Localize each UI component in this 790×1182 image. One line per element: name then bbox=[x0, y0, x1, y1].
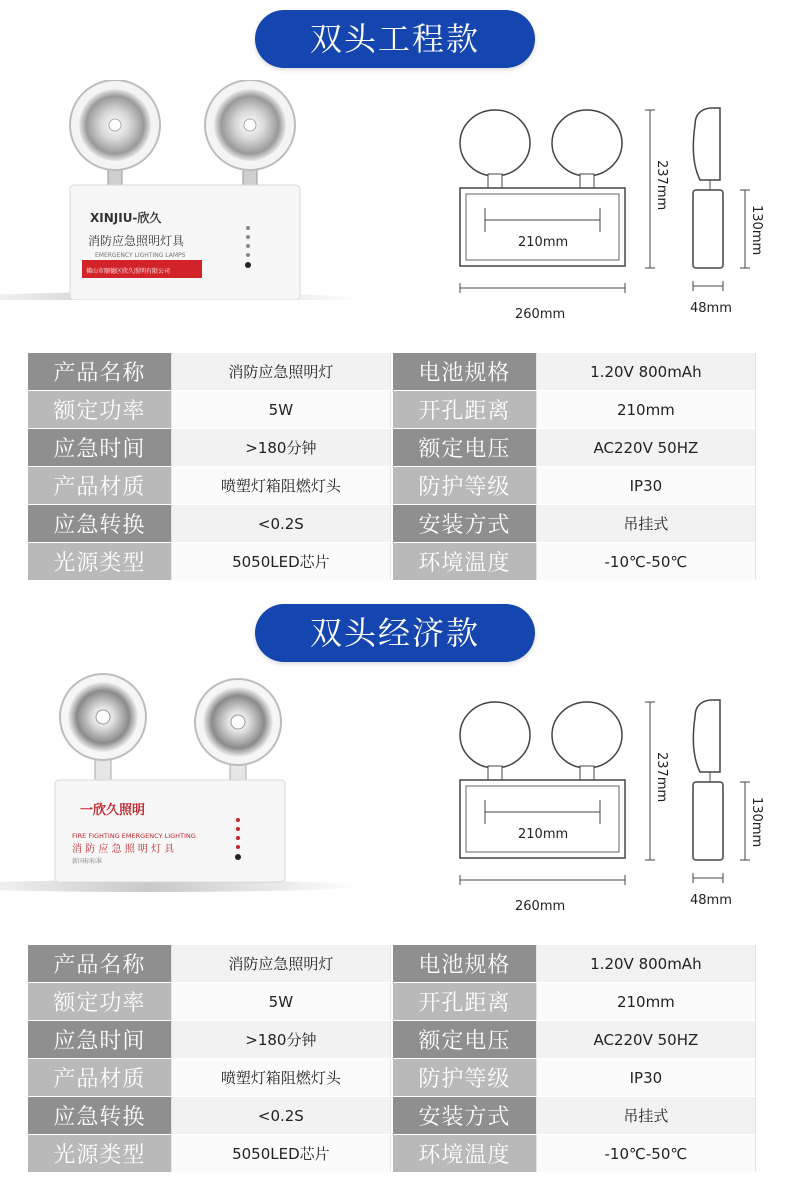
spec-table bbox=[28, 353, 756, 581]
table-row bbox=[28, 429, 756, 467]
spec-value: 5W bbox=[171, 983, 390, 1021]
spec-label: 开孔距离 bbox=[393, 391, 536, 429]
spec-value: -10℃-50℃ bbox=[536, 1135, 755, 1173]
spec-label: 电池规格 bbox=[393, 353, 536, 391]
section-title: 双头经济款 bbox=[255, 604, 535, 662]
spec-label: 光源类型 bbox=[28, 543, 171, 581]
spec-label: 额定电压 bbox=[393, 1021, 536, 1059]
dim-depth: 48mm bbox=[690, 301, 732, 316]
product-name: 消 防 应 急 照 明 灯 具 bbox=[72, 844, 175, 855]
product-subtitle: EMERGENCY LIGHTING LAMPS bbox=[95, 252, 186, 259]
dim-height: 237mm bbox=[654, 752, 669, 803]
maker-text: 佛山市顺德区欣久照明有限公司 bbox=[86, 268, 171, 275]
spec-label: 环境温度 bbox=[393, 1135, 536, 1173]
spec-value: AC220V 50HZ bbox=[536, 1021, 755, 1059]
brand-logo: 一欣久照明 bbox=[80, 803, 146, 818]
spec-label: 产品材质 bbox=[28, 1059, 171, 1097]
lamp-head-left bbox=[70, 80, 160, 190]
spec-value: 5050LED芯片 bbox=[171, 543, 390, 581]
spec-value: -10℃-50℃ bbox=[536, 543, 755, 581]
spec-label: 额定电压 bbox=[393, 429, 536, 467]
spec-value: 吊挂式 bbox=[536, 1097, 755, 1135]
table-row bbox=[28, 467, 756, 505]
product-photo-engineering bbox=[0, 80, 430, 300]
spec-label: 应急时间 bbox=[28, 429, 171, 467]
spec-label: 应急时间 bbox=[28, 1021, 171, 1059]
spec-value: >180分钟 bbox=[171, 1021, 390, 1059]
spec-value: 1.20V 800mAh bbox=[536, 353, 755, 391]
spec-label: 应急转换 bbox=[28, 505, 171, 543]
table-row bbox=[28, 945, 756, 983]
table-row bbox=[28, 1135, 756, 1173]
spec-value: IP30 bbox=[536, 467, 755, 505]
spec-label: 光源类型 bbox=[28, 1135, 171, 1173]
table-row bbox=[28, 391, 756, 429]
spec-value: 1.20V 800mAh bbox=[536, 945, 755, 983]
spec-value: IP30 bbox=[536, 1059, 755, 1097]
table-row bbox=[28, 353, 756, 391]
spec-value: <0.2S bbox=[171, 1097, 390, 1135]
spec-label: 环境温度 bbox=[393, 543, 536, 581]
table-row bbox=[28, 1059, 756, 1097]
dim-inner: 130mm bbox=[749, 205, 764, 256]
spec-value: >180分钟 bbox=[171, 429, 390, 467]
spec-label: 产品名称 bbox=[28, 945, 171, 983]
spec-value: 消防应急照明灯 bbox=[171, 945, 390, 983]
spec-value: AC220V 50HZ bbox=[536, 429, 755, 467]
dim-inner: 130mm bbox=[749, 797, 764, 848]
spec-value: 5050LED芯片 bbox=[171, 1135, 390, 1173]
spec-label: 防护等级 bbox=[393, 467, 536, 505]
spec-value: 喷塑灯箱阻燃灯头 bbox=[171, 467, 390, 505]
spec-label: 电池规格 bbox=[393, 945, 536, 983]
spec-label: 应急转换 bbox=[28, 1097, 171, 1135]
spec-value: 吊挂式 bbox=[536, 505, 755, 543]
dim-hole: 210mm bbox=[518, 827, 569, 842]
spec-value: 5W bbox=[171, 391, 390, 429]
dimension-diagram bbox=[440, 692, 780, 922]
lamp-head-left bbox=[60, 674, 146, 782]
section-title: 双头工程款 bbox=[255, 10, 535, 68]
table-row bbox=[28, 543, 756, 581]
product-name: 消防应急照明灯具 bbox=[88, 234, 185, 248]
spec-value: <0.2S bbox=[171, 505, 390, 543]
spec-value: 喷塑灯箱阻燃灯头 bbox=[171, 1059, 390, 1097]
table-row bbox=[28, 983, 756, 1021]
spec-label: 额定功率 bbox=[28, 983, 171, 1021]
spec-value: 210mm bbox=[536, 983, 755, 1021]
spec-label: 开孔距离 bbox=[393, 983, 536, 1021]
brand-logo: XINJIU-欣久 bbox=[90, 211, 162, 225]
dim-depth: 48mm bbox=[690, 893, 732, 908]
spec-table bbox=[28, 945, 756, 1173]
product-photo-economy bbox=[0, 672, 430, 892]
standard-text: 新国标标准 bbox=[72, 858, 103, 865]
spec-label: 安装方式 bbox=[393, 505, 536, 543]
table-row bbox=[28, 1097, 756, 1135]
dim-width: 260mm bbox=[515, 307, 566, 322]
lamp-head-right bbox=[205, 80, 295, 190]
product-subtitle: FIRE FIGHTING EMERGENCY LIGHTING bbox=[72, 832, 196, 840]
spec-label: 安装方式 bbox=[393, 1097, 536, 1135]
spec-value: 消防应急照明灯 bbox=[171, 353, 390, 391]
dimension-diagram bbox=[440, 100, 780, 330]
table-row bbox=[28, 1021, 756, 1059]
spec-label: 防护等级 bbox=[393, 1059, 536, 1097]
lamp-head-right bbox=[195, 679, 281, 787]
dim-height: 237mm bbox=[654, 160, 669, 211]
spec-label: 额定功率 bbox=[28, 391, 171, 429]
table-row bbox=[28, 505, 756, 543]
dim-hole: 210mm bbox=[518, 235, 569, 250]
spec-value: 210mm bbox=[536, 391, 755, 429]
spec-label: 产品材质 bbox=[28, 467, 171, 505]
dim-width: 260mm bbox=[515, 899, 566, 914]
spec-label: 产品名称 bbox=[28, 353, 171, 391]
